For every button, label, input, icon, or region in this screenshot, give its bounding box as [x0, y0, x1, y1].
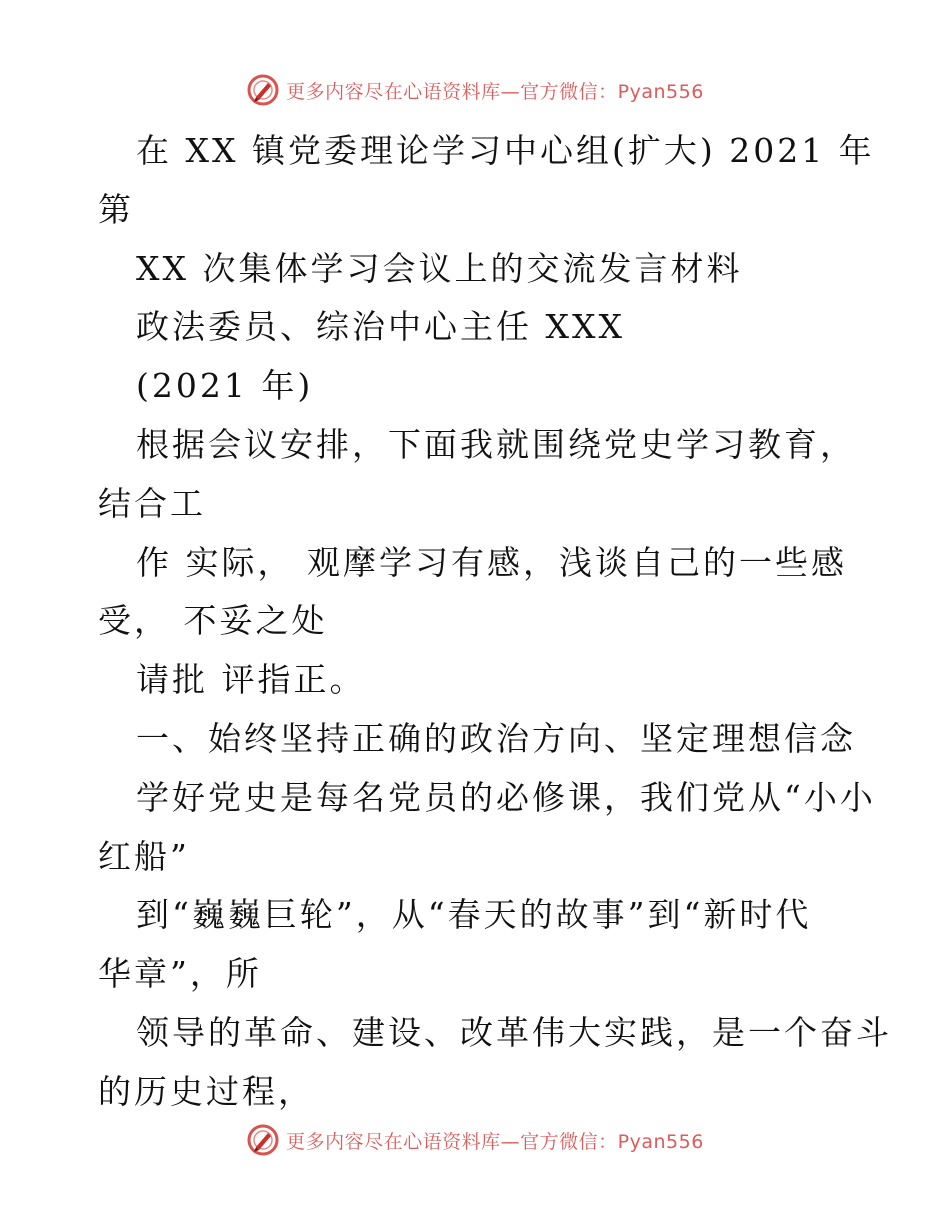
text-line: 在 XX 镇党委理论学习中心组(扩大) 2021 年: [136, 131, 875, 170]
watermark-group: [246, 1123, 704, 1157]
text-line: 学好党史是每名党员的必修课，我们党从“小小: [136, 777, 876, 817]
watermark-banner-top: [0, 70, 950, 110]
text-line: 请批 评指正。: [136, 660, 366, 700]
text-line: 领导的革命、建设、改革伟大实践，是一个奋斗: [136, 1012, 892, 1052]
pen-logo-icon: [246, 1123, 280, 1157]
text-line: 受， 不妥之处: [98, 601, 328, 641]
watermark-text: 更多内容尽在心语资料库—官方微信：Pyan556: [286, 80, 704, 103]
document-body: [98, 122, 892, 1122]
pen-logo-icon: [246, 73, 280, 107]
text-line: 到“巍巍巨轮”，从“春天的故事”到“新时代: [136, 895, 812, 935]
text-line: 一、始终坚持正确的政治方向、坚定理想信念: [136, 718, 856, 758]
text-line: XX 次集体学习会议上的交流发言材料: [136, 248, 743, 288]
text-line: 华章”，所: [98, 954, 262, 994]
text-line: 政法委员、综治中心主任 XXX: [136, 307, 625, 347]
text-line: 根据会议安排，下面我就围绕党史学习教育，: [136, 424, 856, 464]
watermark-text: 更多内容尽在心语资料库—官方微信：Pyan556: [286, 1130, 704, 1153]
watermark-group: [246, 73, 704, 107]
text-line: 结合工: [98, 483, 206, 523]
text-line: 红船”: [98, 836, 190, 876]
text-line: 的历史过程，: [98, 1071, 314, 1111]
text-line: 第: [98, 189, 134, 229]
watermark-banner-bottom: [0, 1120, 950, 1160]
text-line: 作 实际， 观摩学习有感，浅谈自己的一些感: [136, 542, 847, 582]
text-line: (2021 年): [136, 366, 314, 406]
